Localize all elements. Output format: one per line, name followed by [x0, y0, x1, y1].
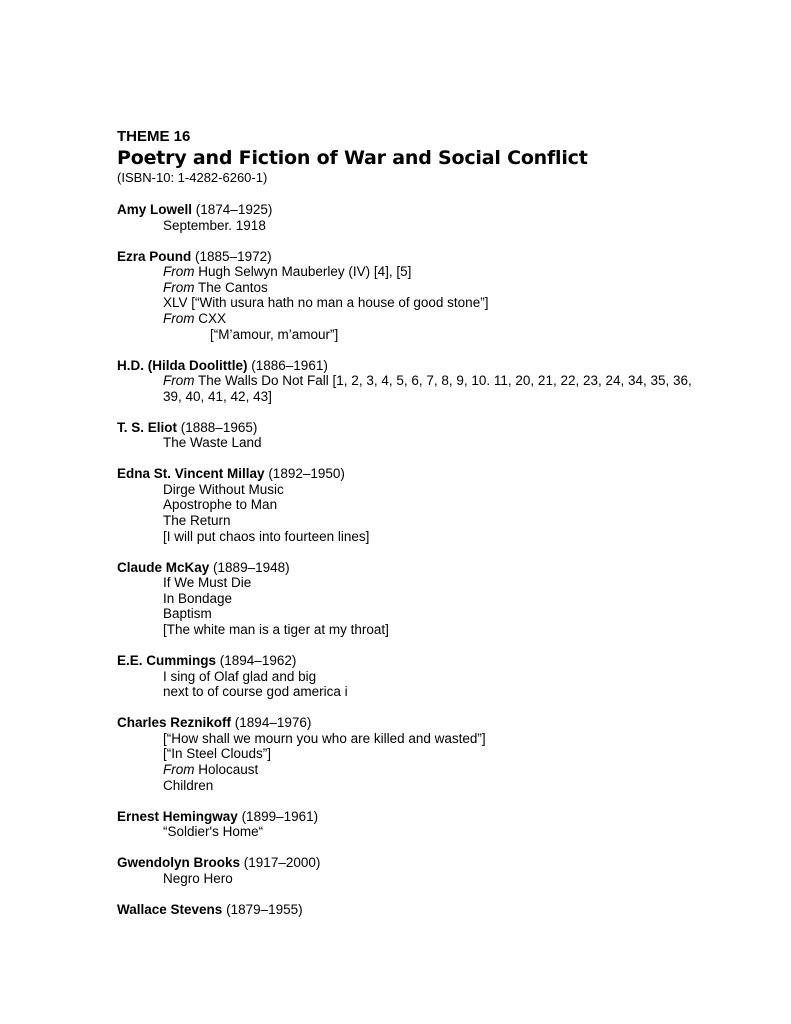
- work-text: Children: [163, 777, 214, 793]
- author-dates: (1879–1955): [226, 901, 303, 917]
- work-text: [“M’amour, m’amour”]: [210, 326, 339, 342]
- work-title: [117, 482, 757, 498]
- work-text: Hugh Selwyn Mauberley (IV) [4], [5]: [198, 264, 412, 280]
- theme-label: THEME 16: [117, 128, 191, 145]
- work-text: September. 1918: [163, 217, 266, 233]
- work-title: [117, 871, 757, 887]
- work-text: CXX: [198, 310, 227, 326]
- author-dates: (1917–2000): [243, 855, 321, 871]
- work-text: Holocaust: [198, 761, 259, 777]
- work-text: Baptism: [163, 606, 212, 622]
- work-title: [117, 622, 757, 638]
- work-text: [“In Steel Clouds”]: [163, 746, 272, 762]
- work-title: [117, 762, 757, 778]
- work-text: If We Must Die: [163, 575, 252, 591]
- author-heading: [117, 466, 757, 482]
- author-heading: [117, 202, 757, 218]
- work-title: [117, 373, 703, 404]
- author-entry: [117, 249, 757, 343]
- work-text: The Waste Land: [163, 435, 262, 451]
- author-name: Gwendolyn Brooks: [117, 855, 241, 871]
- author-entry: [117, 202, 757, 233]
- author-name: E.E. Cummings: [117, 653, 217, 668]
- author-heading: [117, 560, 757, 576]
- work-text: XLV [“With usura hath no man a house of good stone”]: [163, 295, 489, 311]
- author-entry: [117, 653, 757, 700]
- work-text: Dirge Without Music: [163, 481, 284, 497]
- isbn-line: (ISBN-10: 1-4282-6260-1): [117, 170, 268, 185]
- author-dates: (1886–1961): [251, 357, 328, 373]
- work-text: [The white man is a tiger at my throat]: [163, 622, 389, 638]
- work-prefix: From: [163, 761, 195, 777]
- work-text: Negro Hero: [163, 870, 233, 886]
- author-name: Ezra Pound: [117, 248, 192, 264]
- author-name: Ernest Hemingway: [117, 808, 238, 824]
- work-title: [117, 824, 757, 840]
- work-text: Apostrophe to Man: [163, 497, 278, 513]
- author-entry: [117, 902, 757, 918]
- work-text: I sing of Olaf glad and big: [163, 668, 317, 684]
- work-title: [117, 669, 757, 685]
- author-name: Claude McKay: [117, 559, 210, 575]
- document-page: [117, 128, 757, 933]
- author-entry: [117, 560, 757, 638]
- work-text: The Cantos: [198, 279, 268, 295]
- author-heading: [117, 249, 757, 265]
- page-title: Poetry and Fiction of War and Social Conflict: [117, 147, 588, 169]
- author-name: Wallace Stevens: [117, 901, 223, 917]
- author-heading: [117, 653, 757, 669]
- work-title: [117, 731, 757, 747]
- work-text: The Return: [163, 513, 231, 529]
- work-title: [117, 435, 757, 451]
- author-entry: [117, 420, 757, 451]
- author-name: Charles Reznikoff: [117, 715, 232, 731]
- author-dates: (1874–1925): [195, 202, 273, 217]
- work-title: [117, 311, 757, 327]
- work-text: In Bondage: [163, 590, 233, 606]
- work-title: [117, 327, 757, 343]
- work-title: [117, 218, 757, 234]
- author-heading: [117, 358, 757, 374]
- work-title: [117, 529, 757, 545]
- work-text: “Soldier's Home“: [163, 824, 264, 840]
- author-dates: (1885–1972): [195, 248, 272, 264]
- work-prefix: From: [163, 279, 195, 295]
- work-title: [117, 513, 757, 529]
- work-title: [117, 606, 757, 622]
- author-name: H.D. (Hilda Doolittle): [117, 357, 248, 373]
- work-title: [117, 295, 757, 311]
- work-title: [117, 264, 757, 280]
- author-dates: (1888–1965): [180, 419, 258, 435]
- work-title: [117, 684, 757, 700]
- work-title: [117, 497, 757, 513]
- author-entry: [117, 466, 757, 544]
- author-dates: (1899–1961): [241, 808, 319, 824]
- author-entry: [117, 358, 757, 405]
- author-heading: [117, 809, 757, 825]
- work-title: [117, 280, 757, 296]
- work-text: [I will put chaos into fourteen lines]: [163, 528, 370, 544]
- work-title: [117, 575, 757, 591]
- author-name: T. S. Eliot: [117, 419, 178, 435]
- work-title: [117, 746, 757, 762]
- author-entry: [117, 809, 757, 840]
- author-name: Amy Lowell: [117, 202, 193, 217]
- work-title: [117, 778, 757, 794]
- author-list: [117, 202, 757, 917]
- author-dates: (1889–1948): [213, 559, 290, 575]
- author-dates: (1894–1976): [234, 715, 312, 731]
- author-entry: [117, 855, 757, 886]
- author-dates: (1892–1950): [268, 466, 345, 482]
- author-heading: [117, 715, 757, 731]
- author-entry: [117, 715, 757, 793]
- work-text: [“How shall we mourn you who are killed and wasted”]: [163, 730, 486, 746]
- author-dates: (1894–1962): [219, 653, 297, 668]
- work-text: next to of course god america i: [163, 684, 348, 700]
- author-heading: [117, 902, 757, 918]
- author-heading: [117, 420, 757, 436]
- author-heading: [117, 855, 757, 871]
- work-prefix: From: [163, 310, 195, 326]
- author-name: Edna St. Vincent Millay: [117, 466, 265, 482]
- work-prefix: From: [163, 264, 195, 280]
- work-text: The Walls Do Not Fall [1, 2, 3, 4, 5, 6, 7, 8, 9, 10. 11, 20, 21, 22, 23, 24, 34, 35, 36, 39, 40, 41, 42, 43]: [163, 373, 692, 404]
- work-prefix: From: [163, 373, 195, 389]
- work-title: [117, 591, 757, 607]
